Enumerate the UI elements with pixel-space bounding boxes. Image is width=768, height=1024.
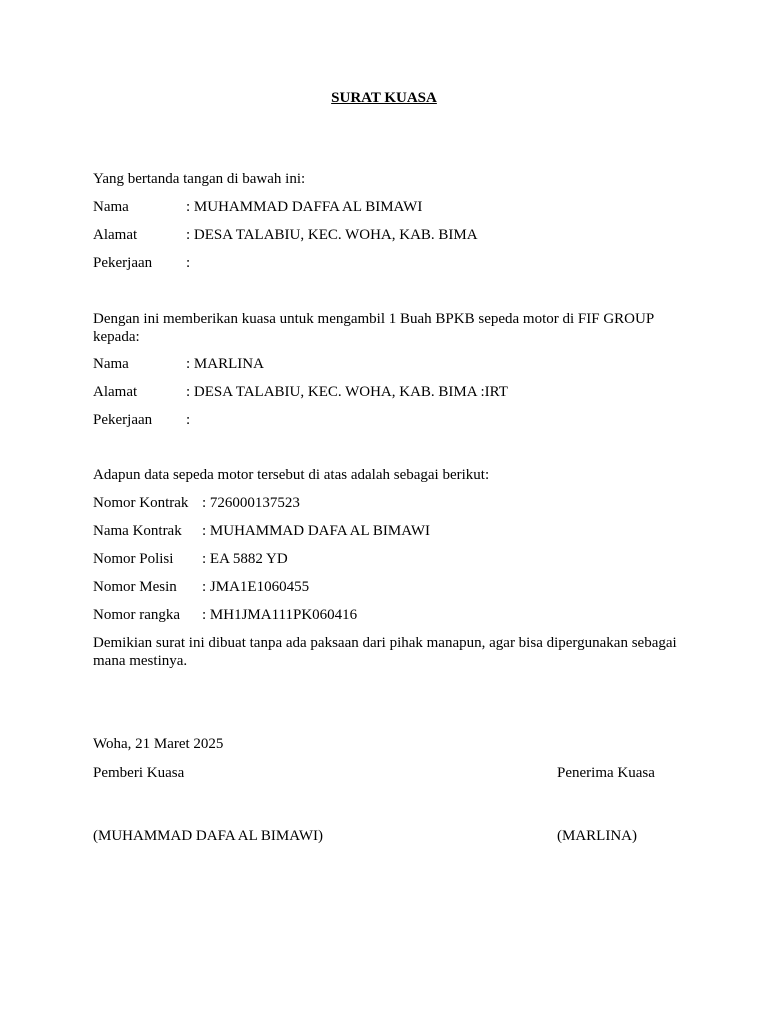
grantor-name-label: Nama <box>93 199 129 215</box>
grantee-address-value: : DESA TALABIU, KEC. WOHA, KAB. BIMA :IRT <box>186 384 508 400</box>
plate-number-value: : EA 5882 YD <box>202 551 288 567</box>
receiver-label: Penerima Kuasa <box>557 765 655 781</box>
engine-number-row <box>93 578 309 596</box>
grantee-name-row <box>93 355 264 373</box>
closing-text: Demikian surat ini dibuat tanpa ada paksaan dari pihak manapun, agar bisa dipergunakan sebagai mana mestinya. <box>93 635 677 669</box>
contract-number-label: Nomor Kontrak <box>93 495 189 511</box>
grantee-job-value: : <box>186 412 191 428</box>
place-date: Woha, 21 Maret 2025 <box>93 736 224 752</box>
contract-name-row <box>93 522 430 540</box>
frame-number-row <box>93 606 357 624</box>
frame-number-label: Nomor rangka <box>93 607 181 623</box>
contract-name-label: Nama Kontrak <box>93 523 182 539</box>
frame-number-value: : MH1JMA111PK060416 <box>202 607 358 623</box>
contract-name-value: : MUHAMMAD DAFA AL BIMAWI <box>202 523 430 539</box>
contract-number-row <box>93 494 300 512</box>
grantor-job-value: : <box>186 255 191 271</box>
grantee-job-label: Pekerjaan <box>93 412 153 428</box>
engine-number-value: : JMA1E1060455 <box>202 579 310 595</box>
giver-signature-name: (MUHAMMAD DAFA AL BIMAWI) <box>93 828 324 844</box>
grantee-job-row <box>93 411 190 429</box>
contract-number-value: : 726000137523 <box>202 495 300 511</box>
grantor-address-value: : DESA TALABIU, KEC. WOHA, KAB. BIMA <box>186 227 478 243</box>
grantor-name-value: : MUHAMMAD DAFFA AL BIMAWI <box>186 199 423 215</box>
giver-label: Pemberi Kuasa <box>93 765 185 781</box>
grantee-name-value: : MARLINA <box>186 356 264 372</box>
plate-number-row <box>93 550 288 568</box>
grantor-name-row <box>93 198 422 216</box>
grantee-name-label: Nama <box>93 356 129 372</box>
vehicle-intro-text: Adapun data sepeda motor tersebut di atas adalah sebagai berikut: <box>93 467 490 483</box>
grantor-job-row <box>93 254 190 272</box>
grantee-address-row <box>93 383 508 401</box>
intro-text: Yang bertanda tangan di bawah ini: <box>93 171 306 187</box>
grantor-address-row <box>93 226 478 244</box>
authorization-text: Dengan ini memberikan kuasa untuk mengambil 1 Buah BPKB sepeda motor di FIF GROUP kepada: <box>93 311 654 345</box>
grantee-address-label: Alamat <box>93 384 138 400</box>
receiver-signature-name: (MARLINA) <box>557 828 637 844</box>
engine-number-label: Nomor Mesin <box>93 579 177 595</box>
grantor-job-label: Pekerjaan <box>93 255 153 271</box>
document-title: SURAT KUASA <box>331 90 437 106</box>
grantor-address-label: Alamat <box>93 227 138 243</box>
plate-number-label: Nomor Polisi <box>93 551 174 567</box>
